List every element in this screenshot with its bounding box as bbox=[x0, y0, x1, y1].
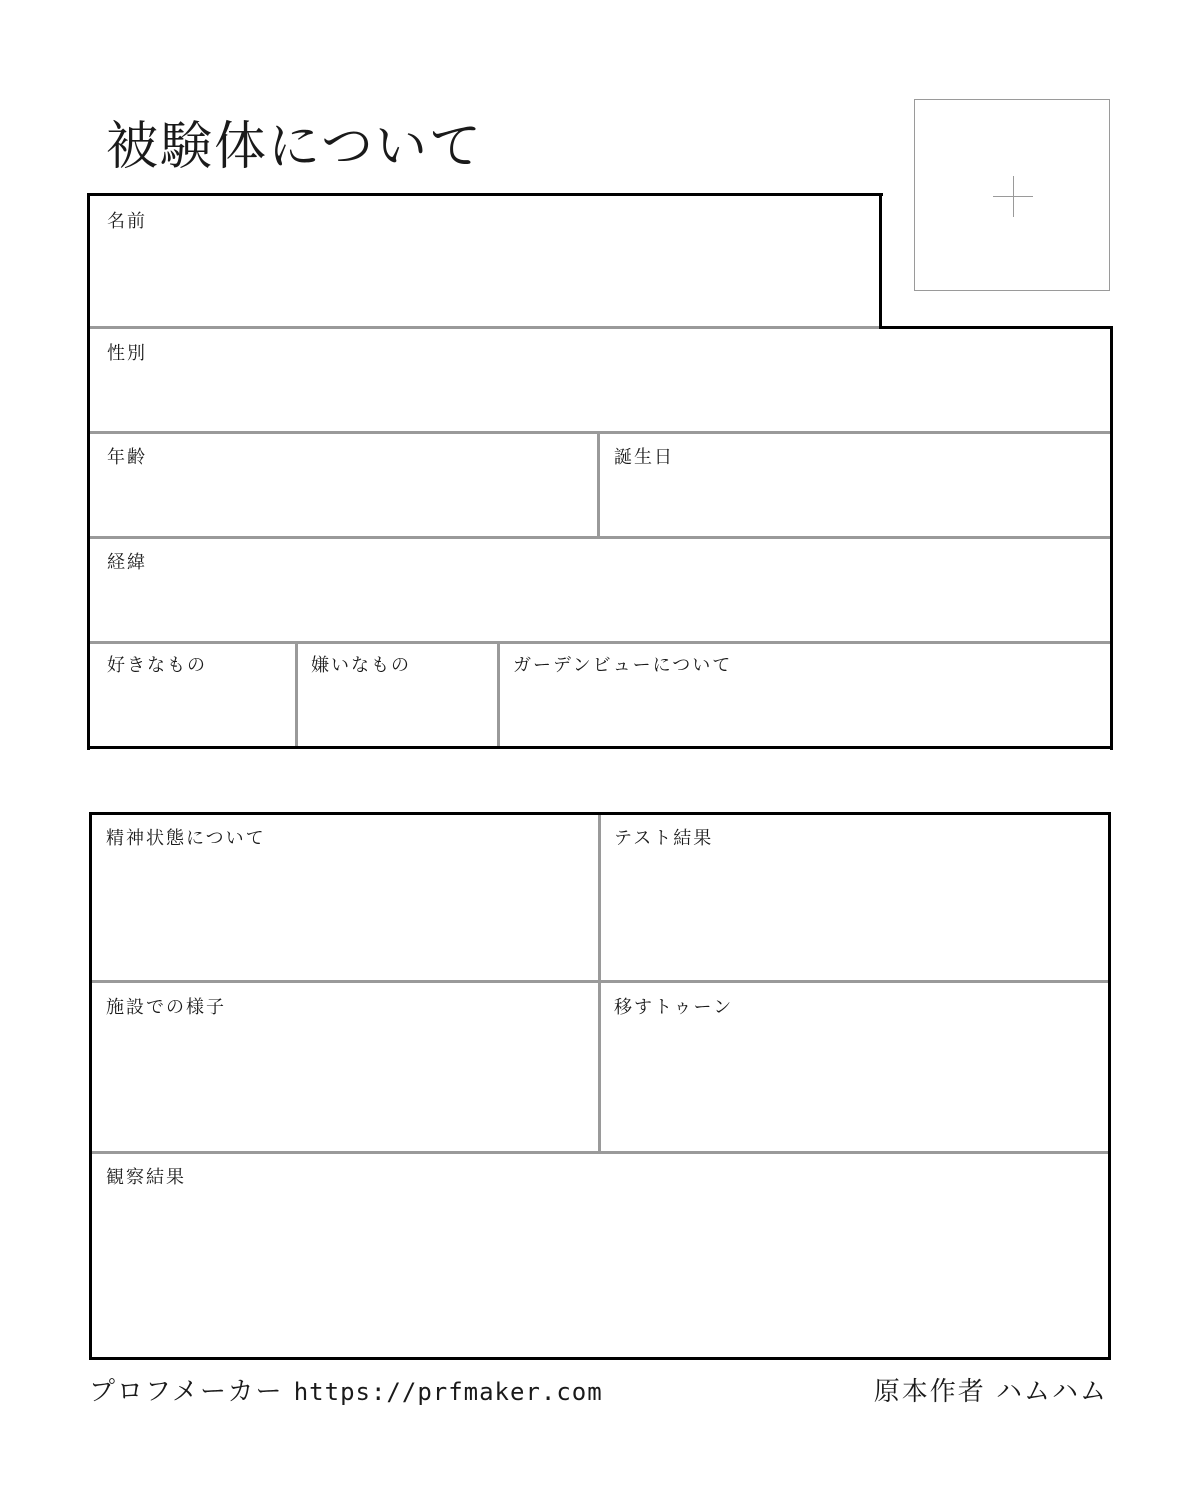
maker-name: プロフメーカー bbox=[89, 1377, 284, 1407]
gender-label: 性別 bbox=[107, 343, 147, 364]
likes-label: 好きなもの bbox=[107, 655, 207, 676]
dislikes-label: 嫌いなもの bbox=[311, 655, 411, 676]
background-label: 経緯 bbox=[107, 552, 147, 573]
author-label: 原本作者 bbox=[873, 1377, 986, 1407]
author-name: ハムハム bbox=[995, 1377, 1108, 1407]
name-label: 名前 bbox=[107, 211, 147, 232]
transfer-tone-label: 移すトゥーン bbox=[614, 997, 734, 1018]
photo-upload-box[interactable] bbox=[914, 99, 1110, 291]
page-title: 被験体について bbox=[106, 117, 483, 177]
mental-state-label: 精神状態について bbox=[106, 828, 266, 849]
observation-results-label: 観察結果 bbox=[106, 1167, 186, 1188]
age-label: 年齢 bbox=[107, 447, 147, 468]
facility-behavior-label: 施設での様子 bbox=[106, 997, 226, 1018]
garden-view-label: ガーデンビューについて bbox=[513, 655, 733, 676]
birthday-label: 誕生日 bbox=[614, 447, 674, 468]
maker-url-link[interactable]: https://prfmaker.com bbox=[293, 1378, 603, 1406]
footer-credit bbox=[89, 1374, 603, 1410]
test-results-label: テスト結果 bbox=[614, 828, 714, 849]
footer-author bbox=[874, 1374, 1108, 1410]
